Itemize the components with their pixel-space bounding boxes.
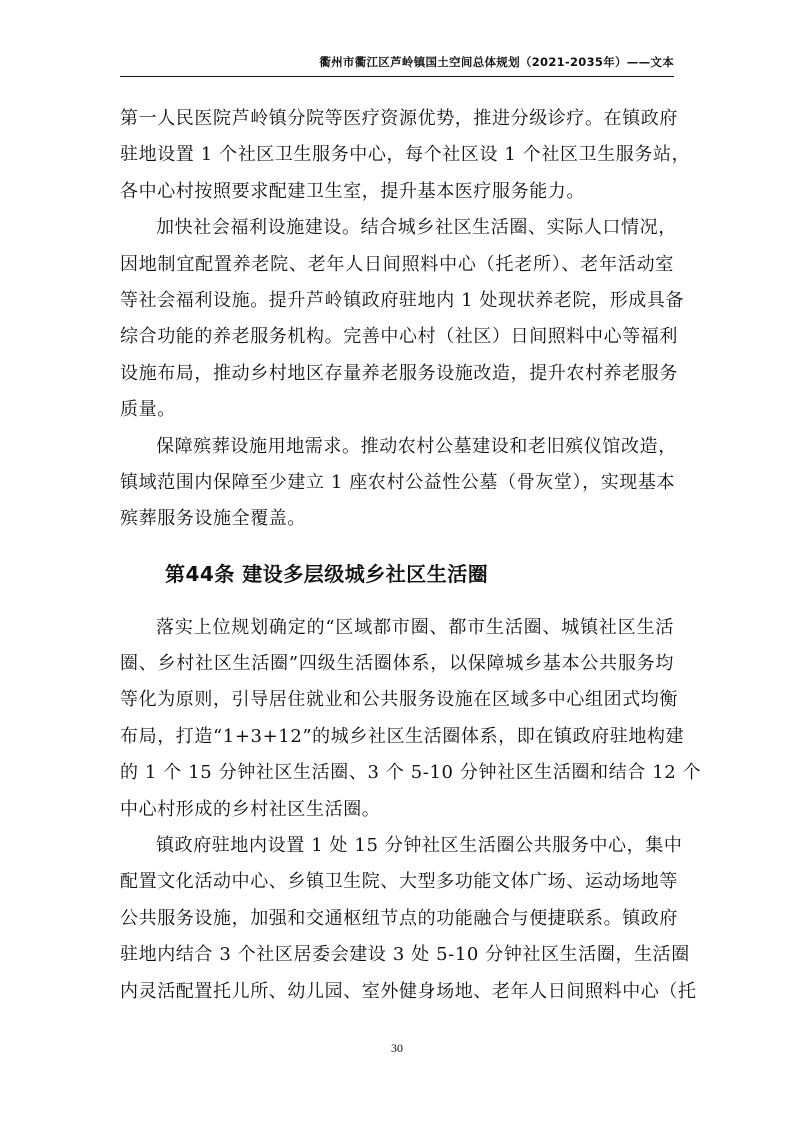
- text-line: 殡葬服务设施全覆盖。: [120, 508, 306, 530]
- text-line: 驻地设置 1 个社区卫生服务中心，每个社区设 1 个社区卫生服务站，: [120, 144, 691, 166]
- text-line: 中心村形成的乡村社区生活圈。: [120, 798, 381, 820]
- document-body: [120, 101, 702, 1010]
- page-number: 30: [391, 1041, 403, 1055]
- paragraph-town-center: [120, 828, 697, 1010]
- text-line: 等社会福利设施。提升芦岭镇政府驻地内 1 处现状养老院，形成具备: [120, 289, 685, 311]
- text-line: 内灵活配置托儿所、幼儿园、室外健身场地、老年人日间照料中心（托: [120, 980, 697, 1002]
- text-line: 等化为原则，引导居住就业和公共服务设施在区域多中心组团式均衡: [120, 689, 678, 711]
- text-line: 公共服务设施，加强和交通枢纽节点的功能融合与便捷联系。镇政府: [120, 907, 678, 929]
- paragraph-welfare: [120, 210, 685, 428]
- text-line: 落实上位规划确定的“区域都市圈、都市生活圈、城镇社区生活: [156, 616, 674, 638]
- header-rule: [120, 76, 674, 77]
- spacer: [120, 538, 674, 548]
- running-header: 衢州市衢江区芦岭镇国土空间总体规划（2021-2035年）——文本: [319, 55, 674, 69]
- paragraph-life-circle-system: [120, 610, 702, 828]
- text-line: 保障殡葬设施用地需求。推动农村公墓建设和老旧殡仪馆改造，: [156, 435, 677, 457]
- text-line: 镇政府驻地内设置 1 处 15 分钟社区生活圈公共服务中心，集中: [156, 835, 683, 857]
- section-heading: 第44条 建设多层级城乡社区生活圈: [165, 561, 489, 586]
- text-line: 因地制宜配置养老院、老年人日间照料中心（托老所）、老年活动室: [120, 253, 674, 275]
- text-line: 各中心村按照要求配建卫生室，提升基本医疗服务能力。: [120, 180, 585, 202]
- text-line: 第一人民医院芦岭镇分院等医疗资源优势，推进分级诊疗。在镇政府: [120, 108, 678, 129]
- text-line: 镇域范围内保障至少建立 1 座农村公益性公墓（骨灰堂），实现基本: [120, 471, 676, 493]
- text-line: 质量。: [120, 399, 176, 421]
- text-line: 驻地内结合 3 个社区居委会建设 3 处 5-10 分钟社区生活圈，生活圈: [120, 944, 690, 966]
- text-line: 圈、乡村社区生活圈”四级生活圈体系，以保障城乡基本公共服务均: [120, 653, 674, 675]
- text-line: 配置文化活动中心、乡镇卫生院、大型多功能文体广场、运动场地等: [120, 871, 678, 893]
- spacer: [120, 600, 674, 610]
- text-line: 布局，打造“1+3+12”的城乡社区生活圈体系，即在镇政府驻地构建: [120, 725, 685, 747]
- text-line: 的 1 个 15 分钟社区生活圈、3 个 5-10 分钟社区生活圈和结合 12 个: [120, 762, 702, 784]
- paragraph-funeral: [120, 429, 677, 538]
- text-line: 加快社会福利设施建设。结合城乡社区生活圈、实际人口情况，: [156, 217, 677, 239]
- text-line: 综合功能的养老服务机构。完善中心村（社区）日间照料中心等福利: [120, 326, 678, 348]
- text-line: 设施布局，推动乡村地区存量养老服务设施改造，提升农村养老服务: [120, 362, 678, 384]
- paragraph-medical: [120, 101, 691, 210]
